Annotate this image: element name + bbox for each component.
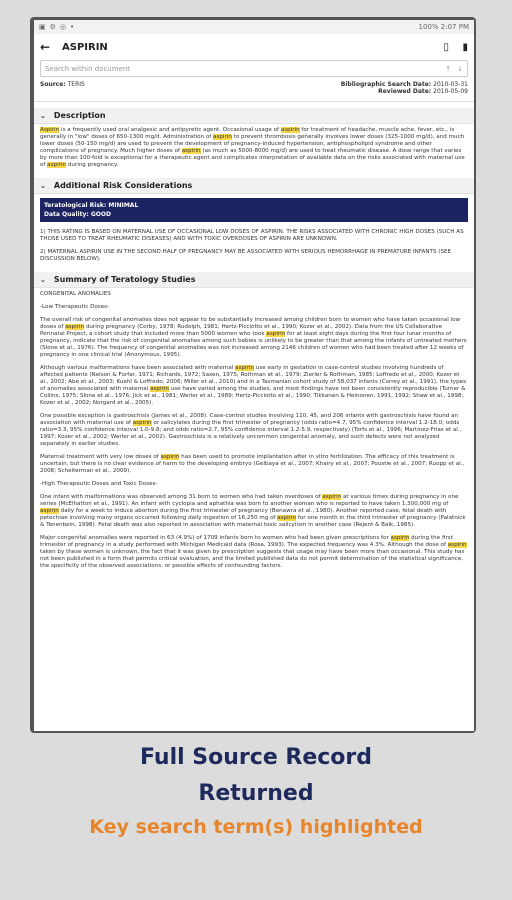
status-right bbox=[419, 23, 469, 31]
status-bar bbox=[34, 20, 474, 34]
section-title: Summary of Teratology Studies bbox=[53, 275, 196, 284]
status-icons: ▣ ⚙ ◎ • bbox=[39, 23, 75, 31]
page-title: ASPIRIN bbox=[62, 41, 108, 53]
search-input[interactable] bbox=[40, 60, 468, 77]
app-screen bbox=[34, 20, 474, 731]
back-arrow-icon[interactable]: ← bbox=[40, 40, 51, 54]
caption-line-2: Returned bbox=[198, 781, 314, 806]
data-quality: Data Quality: GOOD bbox=[44, 211, 111, 218]
record-meta bbox=[34, 77, 474, 102]
summary-paragraph: One possible exception is gastroschisis (James et al., 2008). Case-control studies involving 110, 45, and 206 infants with gastroschisis have found an association with maternal use of aspirin or salicylates during the first trimester of pregnancy (odds ratio=4.7, 95% confidence interval 1.2-18.0; odds ratio=3.3, 95% confidence interval 1.0-9.8; and odds ratio=2.7, 95% confidence interval 1.2-5.9, respectively) (Torfs et al., 1996; Martinez-Frias et al., 1997; Kozer et al., 2002; Werler et al., 2002). Gastroschisis is a relatively uncommon congenital anomaly, and such defects were not analyzed separately in earlier studies. bbox=[40, 413, 462, 447]
summary-heading: CONGENITAL ANOMALIES bbox=[40, 291, 111, 297]
reviewed-date: 2010-05-09 bbox=[433, 88, 468, 95]
clock-text: 2:07 PM bbox=[440, 23, 469, 31]
summary-paragraph: Although various malformations have been associated with maternal aspirin use early in gestation in case-control studies involving hundreds of affected patients (Nelson & Forfar, 1971; Richards, 1972; Saxen, 1975; Rothman et al., 1979; Zierler & Rothman, 1985; Loffredo et al., 2000; Kozer et al., 2002; Abe et al., 2003; Kuehl & Loffredo, 2006; Miller et al., 2010) and in a Tasmanian cohort study of 58,037 infants (Correy et al., 1991), the types of anomalies associated with maternal aspirin use have varied among the studies, and most findings have not been consistently reproducible (Turner & Collins, 1975; Slone et al., 1976; Jick et al., 1981; Werler et al., 1989; Hertz-Picciotto et al., 1990; Tikkanen & Heinonen, 1991, 1992; Shaw et al., 1998; Kozer et al., 2002; Norgard et al., 2005). bbox=[40, 365, 467, 406]
summary-paragraph: Maternal treatment with very low doses of aspirin has been used to promote implantation after in vitro fertilization. The efficacy of this treatment is uncertain, but there is no clear evidence of harm to the developing embryo (Gelbaya et al., 2007; Khairy et al., 2007; Poustie et al., 2007; Ruopp et al., 2008; Scheiterman et al., 2009). bbox=[40, 454, 465, 474]
source-value: TERIS bbox=[67, 81, 85, 88]
section-title: Description bbox=[53, 111, 106, 120]
search-placeholder: Search within document bbox=[45, 64, 131, 73]
section-risk-header[interactable] bbox=[34, 178, 474, 194]
reviewed-label: Reviewed Date: bbox=[378, 88, 432, 95]
document-icon[interactable]: ▮ bbox=[462, 41, 468, 53]
risk-rating: Teratological Risk: MINIMAL bbox=[44, 202, 139, 209]
bib-label: Bibliographic Search Date: bbox=[340, 81, 432, 88]
section-summary-header[interactable] bbox=[34, 272, 474, 288]
search-next-icon[interactable]: ↓ bbox=[457, 64, 463, 73]
app-bar bbox=[34, 34, 474, 60]
risk-rating-box bbox=[40, 198, 468, 222]
description-text: Aspirin is a frequently used oral analgesic and antipyretic agent. Occasional usage of aspirin for treatment of headache, muscle ache, fever, etc., is generally in "low" doses of 650-1300 mg/d. Administration of aspirin to prevent thrombosis generally involves lower doses (325-1000 mg/d), and much lower doses (50-150 mg/d) are used to prevent the development of pregnancy-induced hypertension, antiphospholipid syndrome and other complications of pregnancy. Much higher doses of aspirin (as much as 5000-8000 mg/d) are used to treat rheumatic disease. A dose range that varies by more than 100-fold is exceptional for a therapeutic agent and complicates interpretation of available data on the risks associated with maternal use of aspirin during pregnancy. bbox=[40, 127, 465, 168]
section-title: Additional Risk Considerations bbox=[53, 181, 193, 190]
summary-subheading: -High Therapeutic Doses and Toxic Doses- bbox=[40, 481, 158, 487]
search-prev-icon[interactable]: ↑ bbox=[445, 64, 452, 73]
caption-line-3: Key search term(s) highlighted bbox=[89, 816, 423, 838]
summary-subheading: -Low Therapeutic Doses- bbox=[40, 304, 110, 310]
section-description-header[interactable] bbox=[34, 108, 474, 124]
bookmark-icon[interactable]: ▯ bbox=[443, 41, 449, 53]
battery-text: 100% bbox=[418, 23, 439, 31]
risk-note-1: 1) THIS RATING IS BASED ON MATERNAL USE OF OCCASIONAL LOW DOSES OF ASPIRIN. THE RISKS ASSOCIATED WITH CHRONIC HIGH DOSES (SUCH AS THOSE USED TO TREAT RHEUMATIC DISEASES) AND WITH TOXIC OVERDOSES OF ASPIRIN ARE UNKNOWN. bbox=[40, 229, 464, 242]
bib-date: 2010-03-31 bbox=[433, 81, 468, 88]
chevron-down-icon: ⌄ bbox=[40, 275, 46, 284]
source-label: Source: bbox=[40, 81, 66, 88]
summary-paragraph: The overall risk of congenital anomalies does not appear to be substantially increased among children born to women who have taken occasional low doses of aspirin during pregnancy (Corby, 1978; Rudolph, 1981; Hertz-Picciotto et al., 1990; Kozer et al., 2002). Data from the US Collaborative Perinatal Project, a cohort study that included more than 5000 women who took aspirin for at least eight days during the first four lunar months of pregnancy, indicate that the risk of congenital anomalies among such babies is unlikely to be greater than that among the infants of untreated mothers (Slone et al., 1976). The frequency of congenital anomalies was not increased among 2146 children of women who had been treated after 12 weeks of pregnancy in one clinical trial (Anonymous, 1995). bbox=[40, 317, 467, 358]
caption-line-1: Full Source Record bbox=[139, 745, 373, 770]
chevron-down-icon: ⌄ bbox=[40, 181, 46, 190]
chevron-down-icon: ⌄ bbox=[40, 111, 46, 120]
summary-paragraph: One infant with malformations was observed among 31 born to women who had taken overdoses of aspirin at various times during pregnancy in one series (McElhatton et al., 1991). An infant with cyclopia and aphathia was born to another woman who is reported to have taken 1,300,000 mg of aspirin daily for a week to induce abortion during the first trimester of pregnancy (Benawra et al., 1980). Another reported case, fetal death with petechiae involving many organs occurred following daily ingestion of 16,250 mg of aspirin for one month in the third trimester of pregnancy (Palatnick & Tenenbein, 1998). Fetal death was also reported in association with maternal toxic salicylism in another case (Rejent & Baik, 1985). bbox=[40, 494, 466, 528]
summary-paragraph: Major congenital anomalies were reported in 63 (4.9%) of 1709 infants born to women who had been given prescriptions for aspirin during the first trimester of pregnancy in a study performed with Michigan Medicaid data (Rosa, 1993). The expected frequency was 4.3%. Although the dose of aspirin taken by these women is unknown, the fact that it was given by prescription suggests that usage may have been more than occasional. This study has not been published in a form that permits critical evaluation, and the limited published data do not permit determination of the statistical significance, the specificity of the observed associations, or possible effects of confounding factors. bbox=[40, 535, 467, 569]
risk-note-2: 2) MATERNAL ASPIRIN USE IN THE SECOND HALF OF PREGNANCY MAY BE ASSOCIATED WITH SERIOUS HEMORRHAGE IN PREMATURE INFANTS (SEE DISCUSSION BELOW). bbox=[40, 249, 452, 262]
